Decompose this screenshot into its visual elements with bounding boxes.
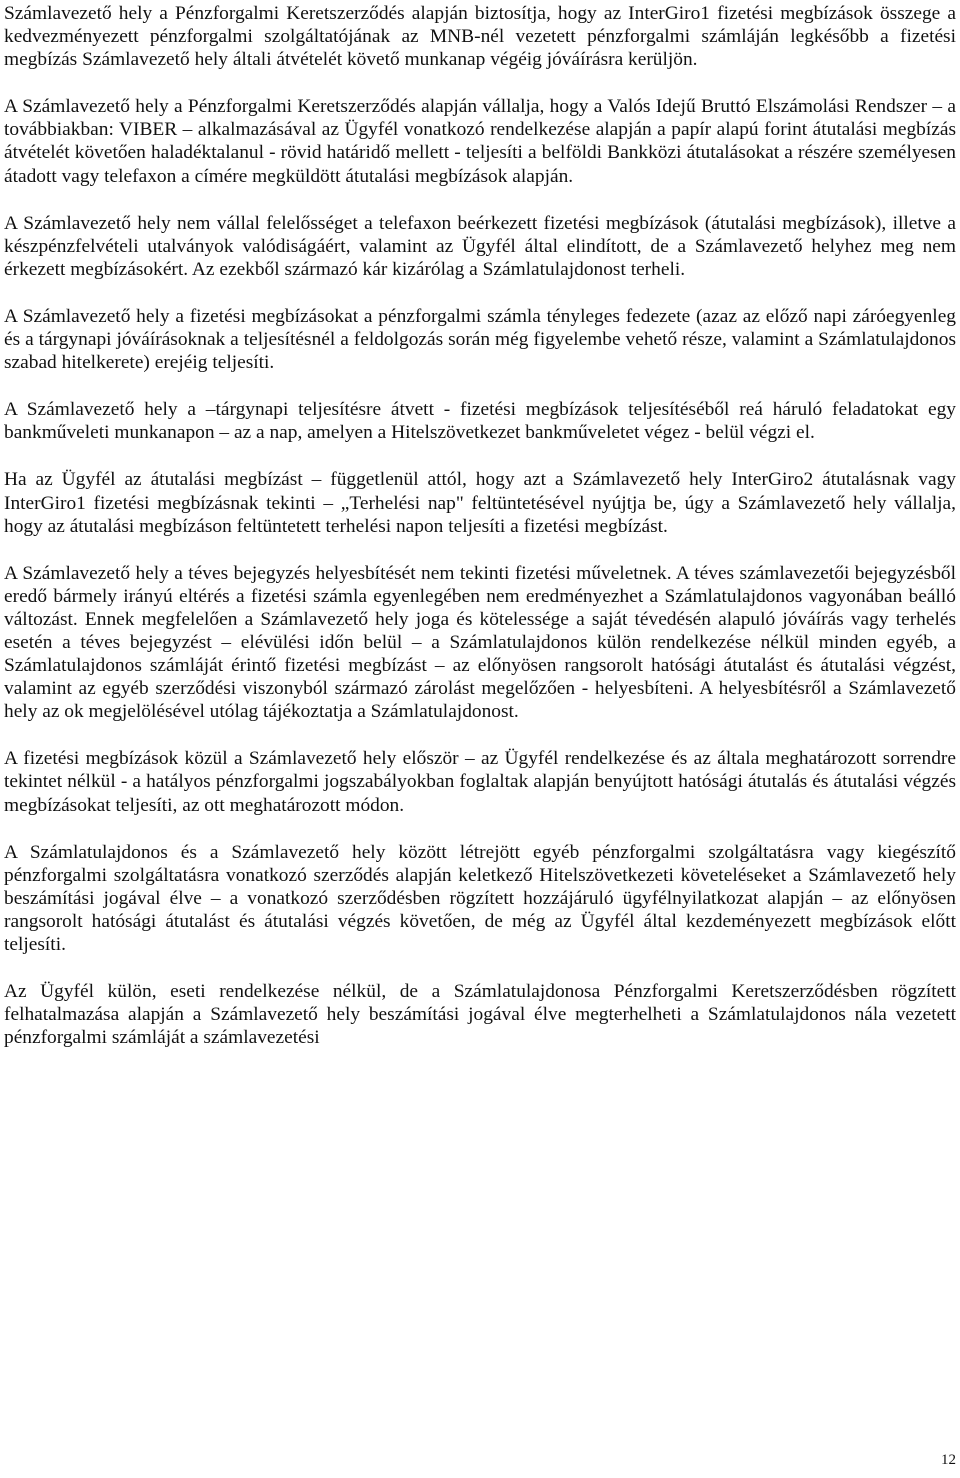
paragraph-1: Számlavezető hely a Pénzforgalmi Keretszerződés alapján biztosítja, hogy az InterGiro1 fizetési megbízások összege a kedvezményezett pénzforgalmi szolgáltatójának az MNB-nél vezetett pénzforgalmi számláján legkésőbb a fizetési megbízás Számlavezető hely általi átvételét követő munkanap végéig jóváírásra kerüljön. bbox=[4, 3, 956, 71]
paragraph-8: A fizetési megbízások közül a Számlavezető hely először – az Ügyfél rendelkezése és az általa meghatározott sorrendre tekintet nélkül - a hatályos pénzforgalmi jogszabályokban foglaltak alapján benyújtott hatósági átutalás és átutalási végzés megbízásokat teljesíti, az ott meghatározott módon. bbox=[4, 748, 956, 816]
page-number: 12 bbox=[941, 1452, 956, 1468]
paragraph-3: A Számlavezető hely nem vállal felelősséget a telefaxon beérkezett fizetési megbízások (átutalási megbízások), illetve a készpénzfelvételi utalványok valódiságáért, valamint az Ügyfél által elindított, de a Számlavezető helyhez meg nem érkezett megbízásokért. Az ezekből származó kár kizárólag a Számlatulajdonost terheli. bbox=[4, 212, 956, 280]
paragraph-5: A Számlavezető hely a –tárgynapi teljesítésre átvett - fizetési megbízások teljesítéséből reá háruló feladatokat egy bankműveleti munkanapon – az a nap, amelyen a Hitelszövetkezet bankműveletet végez - belül végzi el. bbox=[4, 399, 956, 444]
paragraph-7: A Számlavezető hely a téves bejegyzés helyesbítését nem tekinti fizetési műveletnek. A téves számlavezetői bejegyzésből eredő bármely irányú eltérés a fizetési számla egyenlegében nem eredményezhet a Számlatulajdonos vagyonában beálló változást. Ennek megfelelően a Számlavezető hely joga és kötelessége a saját tévedésén alapuló jóváírás vagy terhelés esetén a téves bejegyzést – elévülési időn belül – a Számlatulajdonos külön rendelkezése nélkül minden egyéb, a Számlatulajdonos számláját érintő fizetési megbízást – az előnyösen rangsorolt hatósági átutalást és átutalási végzést, valamint az egyéb szerződési viszonyból származó zárolást megelőzően - helyesbíteni. A helyesbítésről a Számlavezető hely az ok megjelölésével utólag tájékoztatja a Számlatulajdonost. bbox=[4, 562, 956, 723]
document-page bbox=[4, 2, 956, 1073]
paragraph-2: A Számlavezető hely a Pénzforgalmi Keretszerződés alapján vállalja, hogy a Valós Idejű Bruttó Elszámolási Rendszer – a továbbiakban: VIBER – alkalmazásával az Ügyfél vonatkozó rendelkezése alapján a papír alapú forint átutalási megbízás átvételét követően haladéktalanul - rövid határidő mellett - teljesíti a belföldi Bankközi átutalásokat a részére személyesen átadott vagy telefaxon a címére megküldött átutalási megbízások alapján. bbox=[4, 96, 956, 187]
paragraph-9: A Számlatulajdonos és a Számlavezető hely között létrejött egyéb pénzforgalmi szolgáltatásra vagy kiegészítő pénzforgalmi szolgáltatásra vonatkozó szerződés alapján keletkező Hitelszövetkezeti követeléseket a Számlavezető hely beszámítási jogával élve – a vonatkozó szerződésben rögzített hozzájáruló ügyfélnyilatkozat alapján – az előnyösen rangsorolt hatósági átutalást és átutalási végzés követően, de még az Ügyfél által kezdeményezett megbízások előtt teljesíti. bbox=[4, 841, 956, 955]
paragraph-4: A Számlavezető hely a fizetési megbízásokat a pénzforgalmi számla tényleges fedezete (azaz az előző napi záróegyenleg és a tárgynapi jóváírásoknak a teljesítésnél a feldolgozás során még figyelembe vehető része, valamint a Számlatulajdonos szabad hitelkerete) erejéig teljesíti. bbox=[4, 305, 956, 374]
paragraph-6: Ha az Ügyfél az átutalási megbízást – függetlenül attól, hogy azt a Számlavezető hely InterGiro2 átutalásnak vagy InterGiro1 fizetési megbízásnak tekinti – „Terhelési nap" feltüntetésével nyújtja be, úgy a Számlavezető hely vállalja, hogy az átutalási megbízáson feltüntetett terhelési napon teljesíti a fizetési megbízást. bbox=[4, 469, 956, 537]
paragraph-10: Az Ügyfél külön, eseti rendelkezése nélkül, de a Számlatulajdonosa Pénzforgalmi Keretszerződésben rögzített felhatalmazása alapján a Számlavezető hely beszámítási jogával élve megterhelheti a Számlatulajdonos nála vezetett pénzforgalmi számláját a számlavezetési bbox=[4, 981, 956, 1049]
